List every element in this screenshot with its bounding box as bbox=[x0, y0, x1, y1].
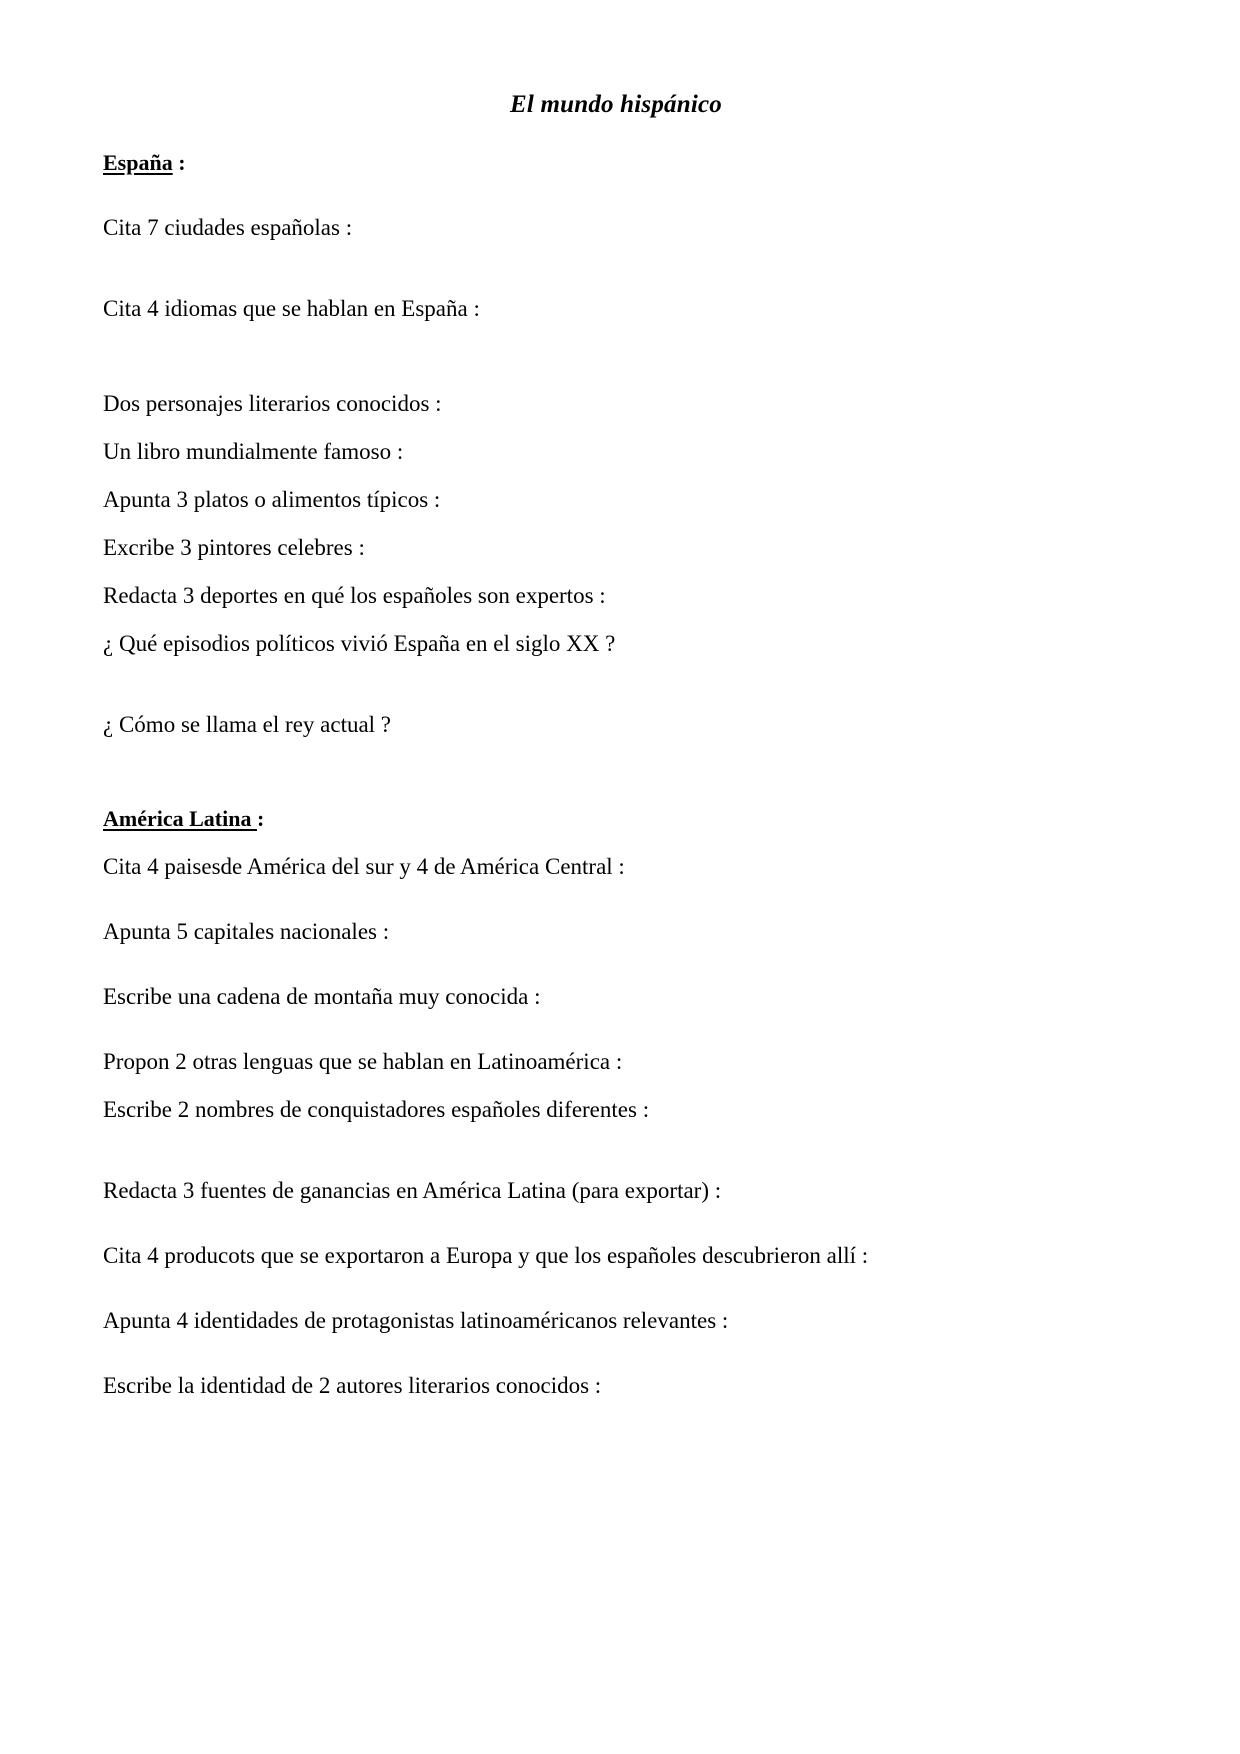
spacer bbox=[103, 122, 1137, 148]
prompt-line: Redacta 3 deportes en qué los españoles son expertos : bbox=[103, 583, 606, 608]
spacer bbox=[103, 1077, 1137, 1094]
spacer bbox=[103, 419, 1137, 436]
prompt-line: Cita 7 ciudades españolas : bbox=[103, 215, 353, 240]
spacer bbox=[103, 178, 1137, 212]
section-heading-espana-label: España bbox=[103, 150, 173, 175]
section-heading-espana bbox=[103, 148, 1137, 178]
spacer bbox=[103, 834, 1137, 851]
section-heading-espana-suffix: : bbox=[172, 150, 186, 175]
prompt-line: Escribe 2 nombres de conquistadores españoles diferentes : bbox=[103, 1097, 650, 1122]
prompt-line: Un libro mundialmente famoso : bbox=[103, 439, 404, 464]
prompt-line: Cita 4 idiomas que se hablan en España : bbox=[103, 296, 480, 321]
spacer bbox=[103, 324, 1137, 388]
prompt-line: Cita 4 producots que se exportaron a Europa y que los españoles descubrieron allí : bbox=[103, 1243, 869, 1268]
spacer bbox=[103, 1271, 1137, 1305]
prompt-line: Excribe 3 pintores celebres : bbox=[103, 535, 365, 560]
prompt-line: ¿ Qué episodios políticos vivió España en el siglo XX ? bbox=[103, 631, 616, 656]
section-heading-america-latina-suffix: : bbox=[256, 806, 265, 831]
spacer bbox=[103, 1206, 1137, 1240]
spacer bbox=[103, 563, 1137, 580]
prompt-line: Apunta 4 identidades de protagonistas latinoaméricanos relevantes : bbox=[103, 1308, 729, 1333]
spacer bbox=[103, 947, 1137, 981]
spacer bbox=[103, 515, 1137, 532]
prompt-line: Escribe una cadena de montaña muy conocida : bbox=[103, 984, 541, 1009]
document-title: El mundo hispánico bbox=[510, 91, 722, 118]
spacer bbox=[103, 243, 1137, 293]
prompt-line: ¿ Cómo se llama el rey actual ? bbox=[103, 712, 392, 737]
prompt-line: Propon 2 otras lenguas que se hablan en Latinoamérica : bbox=[103, 1049, 623, 1074]
spacer bbox=[103, 1125, 1137, 1175]
spacer bbox=[103, 882, 1137, 916]
spacer bbox=[103, 611, 1137, 628]
spacer bbox=[103, 1336, 1137, 1370]
spacer bbox=[103, 659, 1137, 709]
prompt-line: Apunta 3 platos o alimentos típicos : bbox=[103, 487, 441, 512]
section-heading-america-latina-label: América Latina bbox=[103, 806, 257, 831]
prompt-line: Cita 4 paisesde América del sur y 4 de América Central : bbox=[103, 854, 625, 879]
spacer bbox=[103, 467, 1137, 484]
section-heading-america-latina bbox=[103, 804, 1137, 834]
spacer bbox=[103, 1012, 1137, 1046]
prompt-line: Dos personajes literarios conocidos : bbox=[103, 391, 442, 416]
prompt-line: Redacta 3 fuentes de ganancias en América Latina (para exportar) : bbox=[103, 1178, 722, 1203]
spacer bbox=[103, 740, 1137, 804]
document-body bbox=[103, 88, 1137, 1401]
prompt-line: Escribe la identidad de 2 autores literarios conocidos : bbox=[103, 1373, 602, 1398]
prompt-line: Apunta 5 capitales nacionales : bbox=[103, 919, 390, 944]
